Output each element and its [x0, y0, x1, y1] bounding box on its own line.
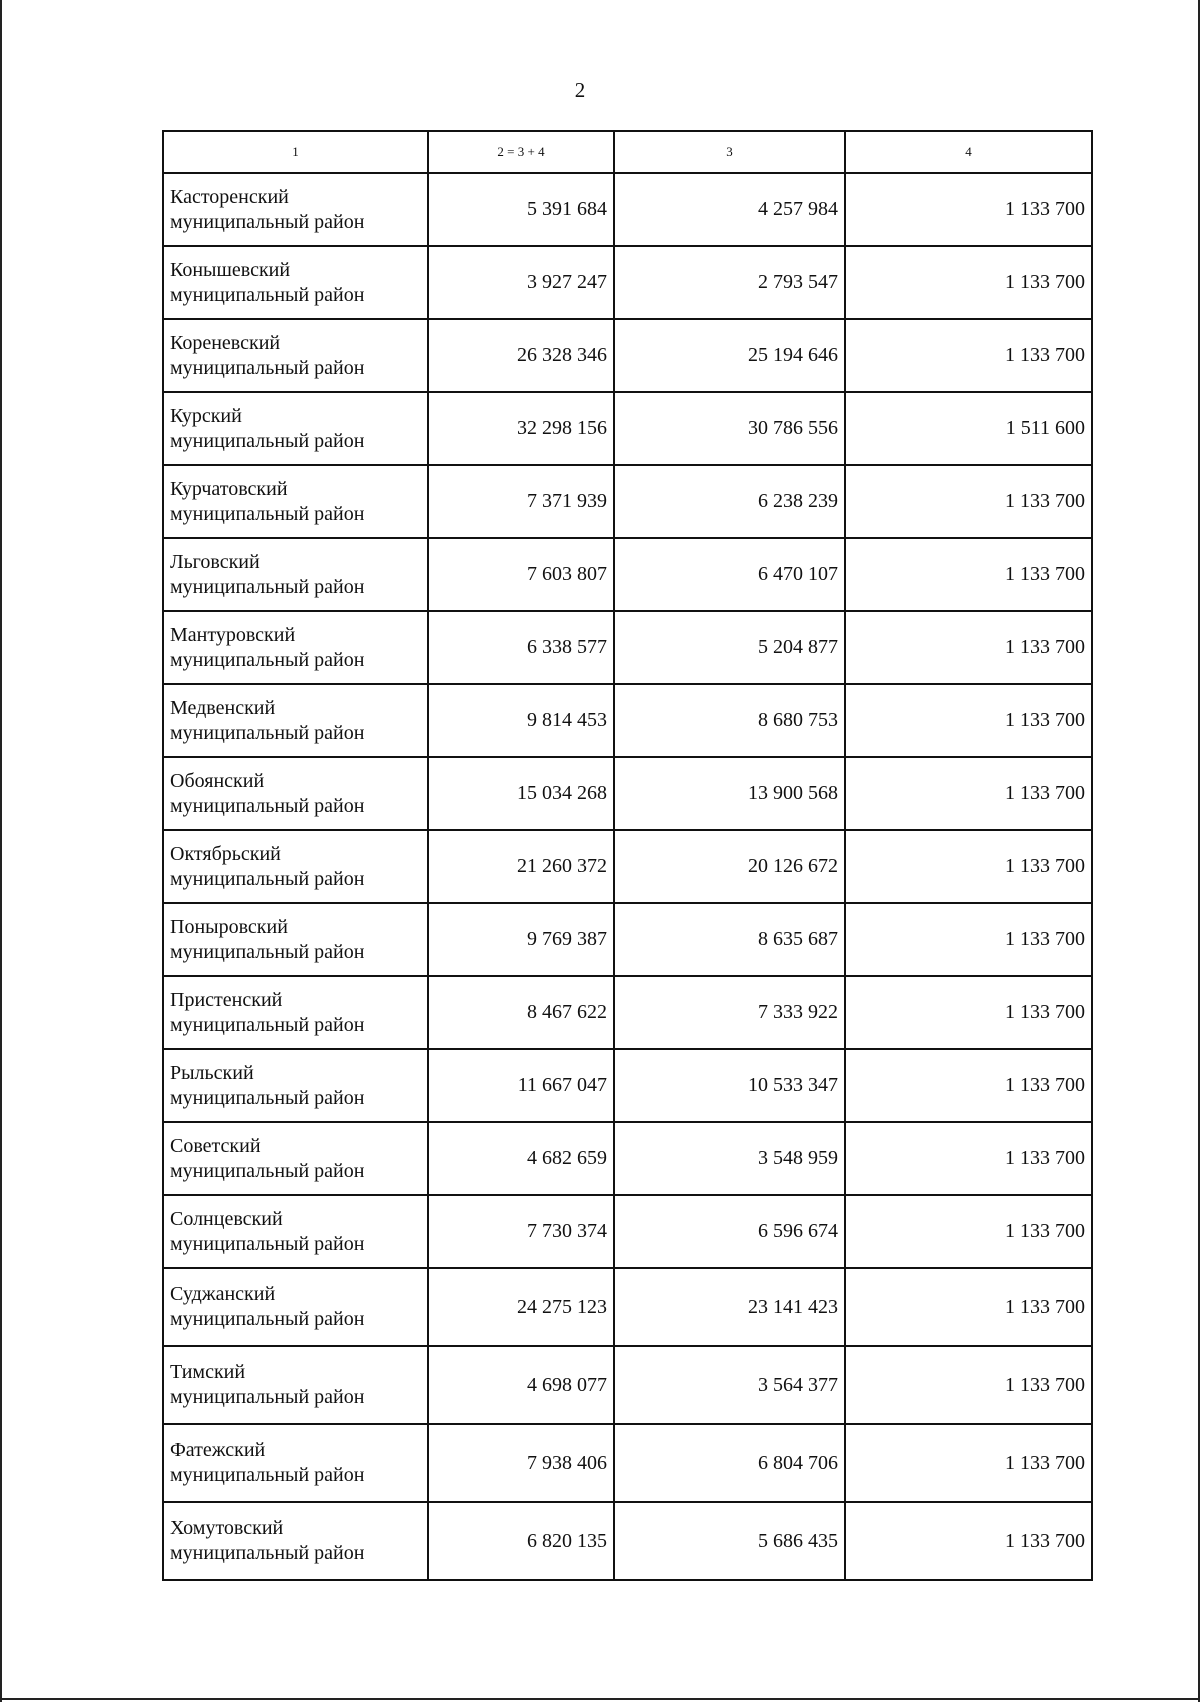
- table-row: [163, 830, 1092, 903]
- district-name-cell: [163, 246, 428, 319]
- district-type: муниципальный район: [170, 210, 365, 233]
- district-name-cell: [163, 1502, 428, 1580]
- allocation-table: [162, 130, 1093, 1581]
- column-3-amount-cell: 30 786 556: [614, 392, 845, 465]
- table-row: [163, 976, 1092, 1049]
- column-4-amount-cell: 1 133 700: [845, 1502, 1092, 1580]
- district-name-cell: [163, 903, 428, 976]
- total-amount-cell: 32 298 156: [428, 392, 614, 465]
- total-amount-cell: 7 371 939: [428, 465, 614, 538]
- district-name: Кореневский: [170, 331, 281, 354]
- district-type: муниципальный район: [170, 356, 365, 379]
- district-type: муниципальный район: [170, 575, 365, 598]
- district-name: Мантуровский: [170, 623, 296, 646]
- column-4-amount-cell: 1 511 600: [845, 392, 1092, 465]
- district-name: Фатежский: [170, 1439, 266, 1461]
- column-3-amount-cell: 6 596 674: [614, 1195, 845, 1268]
- total-amount-cell: 8 467 622: [428, 976, 614, 1049]
- district-name: Советский: [170, 1134, 261, 1157]
- district-type: муниципальный район: [170, 502, 365, 525]
- column-3-amount-cell: 6 470 107: [614, 538, 845, 611]
- total-amount-cell: 4 682 659: [428, 1122, 614, 1195]
- district-name-cell: [163, 1049, 428, 1122]
- total-amount-cell: 21 260 372: [428, 830, 614, 903]
- total-amount-cell: 7 938 406: [428, 1424, 614, 1502]
- table-row: [163, 173, 1092, 246]
- column-3-amount-cell: 8 635 687: [614, 903, 845, 976]
- district-type: муниципальный район: [170, 1159, 365, 1182]
- district-name: Касторенский: [170, 185, 289, 208]
- district-name-cell: [163, 173, 428, 246]
- column-3-amount-cell: 6 804 706: [614, 1424, 845, 1502]
- table-row: [163, 1346, 1092, 1424]
- column-number-row: [163, 131, 1092, 173]
- district-name: Рыльский: [170, 1061, 254, 1084]
- column-4-amount-cell: 1 133 700: [845, 684, 1092, 757]
- district-name-cell: [163, 830, 428, 903]
- district-name-cell: [163, 1268, 428, 1346]
- column-4-amount-cell: 1 133 700: [845, 465, 1092, 538]
- table-row: [163, 903, 1092, 976]
- column-4-amount-cell: 1 133 700: [845, 319, 1092, 392]
- column-4-amount-cell: 1 133 700: [845, 1346, 1092, 1424]
- table-row: [163, 392, 1092, 465]
- table-row: [163, 1195, 1092, 1268]
- column-3-amount-cell: 4 257 984: [614, 173, 845, 246]
- table-body: [163, 173, 1092, 1580]
- table-row: [163, 319, 1092, 392]
- column-4-amount-cell: 1 133 700: [845, 1424, 1092, 1502]
- column-header: 2 = 3 + 4: [428, 131, 614, 173]
- table-row: [163, 538, 1092, 611]
- total-amount-cell: 6 338 577: [428, 611, 614, 684]
- column-4-amount-cell: 1 133 700: [845, 1122, 1092, 1195]
- district-type: муниципальный район: [170, 648, 365, 671]
- district-name: Медвенский: [170, 696, 276, 719]
- district-type: муниципальный район: [170, 794, 365, 817]
- district-type: муниципальный район: [170, 1013, 365, 1036]
- table-row: [163, 684, 1092, 757]
- column-4-amount-cell: 1 133 700: [845, 246, 1092, 319]
- table-row: [163, 611, 1092, 684]
- district-type: муниципальный район: [170, 867, 365, 890]
- district-name: Тимский: [170, 1361, 246, 1383]
- district-name: Хомутовский: [170, 1517, 284, 1539]
- district-name: Октябрьский: [170, 842, 281, 865]
- column-3-amount-cell: 8 680 753: [614, 684, 845, 757]
- column-header: 1: [163, 131, 428, 173]
- district-name: Конышевский: [170, 258, 291, 281]
- district-name-cell: [163, 1195, 428, 1268]
- column-3-amount-cell: 10 533 347: [614, 1049, 845, 1122]
- table-row: [163, 1049, 1092, 1122]
- column-4-amount-cell: 1 133 700: [845, 173, 1092, 246]
- total-amount-cell: 6 820 135: [428, 1502, 614, 1580]
- district-type: муниципальный район: [170, 1542, 365, 1564]
- total-amount-cell: 5 391 684: [428, 173, 614, 246]
- total-amount-cell: 26 328 346: [428, 319, 614, 392]
- total-amount-cell: 9 769 387: [428, 903, 614, 976]
- column-4-amount-cell: 1 133 700: [845, 976, 1092, 1049]
- column-3-amount-cell: 3 548 959: [614, 1122, 845, 1195]
- column-3-amount-cell: 13 900 568: [614, 757, 845, 830]
- district-name: Курский: [170, 404, 242, 427]
- table-row: [163, 246, 1092, 319]
- district-type: муниципальный район: [170, 721, 365, 744]
- district-name: Курчатовский: [170, 477, 288, 500]
- column-4-amount-cell: 1 133 700: [845, 903, 1092, 976]
- district-name-cell: [163, 611, 428, 684]
- column-header: 3: [614, 131, 845, 173]
- table-row: [163, 1502, 1092, 1580]
- district-name-cell: [163, 684, 428, 757]
- total-amount-cell: 3 927 247: [428, 246, 614, 319]
- district-name-cell: [163, 1424, 428, 1502]
- scan-edge-bottom: [0, 1698, 1200, 1700]
- total-amount-cell: 15 034 268: [428, 757, 614, 830]
- column-4-amount-cell: 1 133 700: [845, 830, 1092, 903]
- district-name-cell: [163, 538, 428, 611]
- district-name: Пристенский: [170, 988, 283, 1011]
- table-row: [163, 757, 1092, 830]
- district-name: Поныровский: [170, 915, 288, 938]
- column-4-amount-cell: 1 133 700: [845, 611, 1092, 684]
- district-type: муниципальный район: [170, 429, 365, 452]
- table-row: [163, 1424, 1092, 1502]
- column-3-amount-cell: 5 204 877: [614, 611, 845, 684]
- column-4-amount-cell: 1 133 700: [845, 1268, 1092, 1346]
- district-type: муниципальный район: [170, 1464, 365, 1486]
- total-amount-cell: 7 603 807: [428, 538, 614, 611]
- district-type: муниципальный район: [170, 283, 365, 306]
- district-type: муниципальный район: [170, 1308, 365, 1330]
- column-3-amount-cell: 2 793 547: [614, 246, 845, 319]
- column-3-amount-cell: 7 333 922: [614, 976, 845, 1049]
- table-row: [163, 1268, 1092, 1346]
- column-3-amount-cell: 3 564 377: [614, 1346, 845, 1424]
- column-3-amount-cell: 20 126 672: [614, 830, 845, 903]
- total-amount-cell: 4 698 077: [428, 1346, 614, 1424]
- column-header: 4: [845, 131, 1092, 173]
- district-name: Суджанский: [170, 1283, 276, 1305]
- district-name-cell: [163, 465, 428, 538]
- total-amount-cell: 11 667 047: [428, 1049, 614, 1122]
- district-name-cell: [163, 757, 428, 830]
- district-type: муниципальный район: [170, 1086, 365, 1109]
- district-name-cell: [163, 1122, 428, 1195]
- district-name-cell: [163, 1346, 428, 1424]
- table-row: [163, 465, 1092, 538]
- column-3-amount-cell: 23 141 423: [614, 1268, 845, 1346]
- district-name: Солнцевский: [170, 1207, 283, 1230]
- district-name-cell: [163, 319, 428, 392]
- column-3-amount-cell: 6 238 239: [614, 465, 845, 538]
- total-amount-cell: 7 730 374: [428, 1195, 614, 1268]
- district-type: муниципальный район: [170, 1232, 365, 1255]
- column-4-amount-cell: 1 133 700: [845, 538, 1092, 611]
- district-type: муниципальный район: [170, 1386, 365, 1408]
- column-4-amount-cell: 1 133 700: [845, 1195, 1092, 1268]
- page-number: 2: [574, 78, 586, 102]
- column-4-amount-cell: 1 133 700: [845, 1049, 1092, 1122]
- district-name-cell: [163, 392, 428, 465]
- scan-edge-left: [0, 0, 2, 1702]
- total-amount-cell: 9 814 453: [428, 684, 614, 757]
- district-name-cell: [163, 976, 428, 1049]
- column-4-amount-cell: 1 133 700: [845, 757, 1092, 830]
- total-amount-cell: 24 275 123: [428, 1268, 614, 1346]
- table-row: [163, 1122, 1092, 1195]
- district-name: Обоянский: [170, 769, 265, 792]
- district-type: муниципальный район: [170, 940, 365, 963]
- district-name: Льговский: [170, 550, 260, 573]
- column-3-amount-cell: 5 686 435: [614, 1502, 845, 1580]
- column-3-amount-cell: 25 194 646: [614, 319, 845, 392]
